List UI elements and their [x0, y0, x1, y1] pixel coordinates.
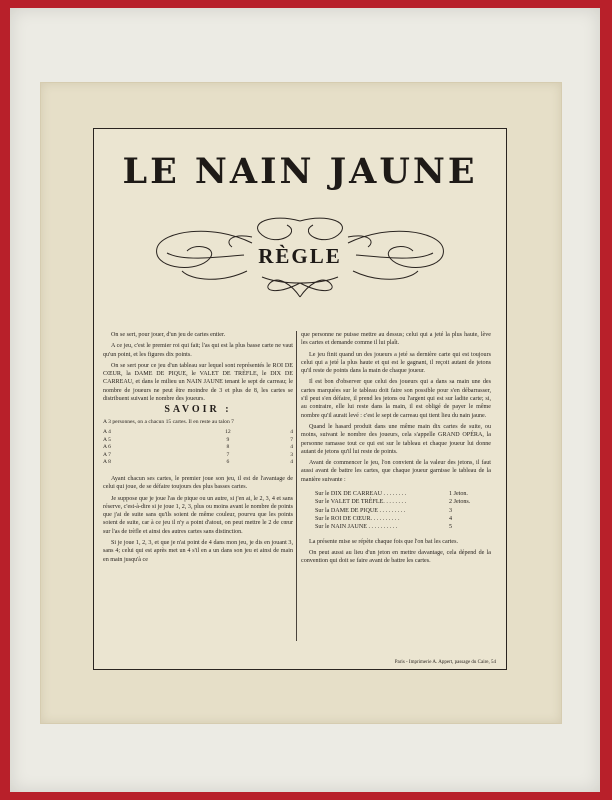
paragraph: On peut aussi au lieu d'un jeton en mettre davantage, cela dépend de la convention qui doit se faire avant de battre les cartes.: [301, 549, 491, 565]
list-item: [315, 498, 491, 506]
bet-value: 1 Jeton.: [449, 491, 468, 498]
page-subtitle: RÈGLE: [258, 244, 342, 268]
paragraph: Il est bon d'observer que celui des joueurs qui a dans sa main une des cartes marquées sur le tableau doit faire son possible pour s'en débarrasser, s'il peut s'en défaire, il prend les jetons ou l'argent qui est sur ladite carte; si, au contraire, elle lui reste dans la main, il est obligé de payer le même nombre qu'il aurait levé : c'est le sept de carreau qui tient lieu du nain jaune.: [301, 379, 491, 419]
table-cell: 4: [290, 459, 293, 466]
table-cell: A 8: [103, 459, 111, 466]
bet-value: 5: [449, 524, 453, 531]
bet-label: Sur le VALET DE TRÈFLE. . . . . . . .: [315, 499, 407, 506]
list-item: [315, 490, 491, 498]
paragraph: que personne ne puisse mettre au dessus; celui qui a jeté la plus haute, lève les cartes et demande comme il lui plaît.: [301, 332, 491, 347]
paragraph: Quand le hasard produit dans une même main dix cartes de suite, ou moins, suivant le nombre des joueurs, cela s'appelle GRAND OPÉRA, la personne ramasse tout ce qui est sur le tableau et chaque joueur lui donne autant de jetons qu'il lui reste de points.: [301, 423, 491, 455]
table-row: [103, 444, 293, 452]
table-row: [103, 437, 293, 445]
table-cell: 7: [226, 451, 230, 458]
table-row: [103, 459, 293, 467]
bets-list: [315, 490, 491, 531]
bet-label: Sur la DAME DE PIQUE . . . . . . . . .: [315, 507, 406, 514]
table-cell: A 7: [103, 451, 111, 458]
left-column: [103, 331, 293, 567]
paragraph: On se sert, pour jouer, d'un jeu de cartes entier.: [111, 332, 226, 338]
paragraph: Je suppose que je joue l'as de pique ou un autre, si j'en ai, le 2, 3, 4 et sans réserve, c'est-à-dire si je joue 1, 2, 3, plus ou moins avant le nombre de points que j'ai de suite sans qu'ils soient de même couleur, pourvu que les points soient de suite, car à ce jeu il n'y a point d'atout, on peut mettre le 2 de cœur sur l'as de trèfle et ainsi des autres cartes sans distinction.: [103, 495, 293, 535]
savoir-heading: SAVOIR :: [164, 404, 232, 416]
page-title: LE NAIN JAUNE: [122, 151, 478, 192]
table-cell: 7: [290, 436, 293, 443]
table-cell: 4: [290, 428, 293, 435]
paragraph: Le jeu finit quand un des joueurs a jeté sa dernière carte qui est toujours celui qui a jeté la plus haute et qui est le gagnant, il reçoit autant de jetons qu'il reste de points dans la main de chaque joueur.: [301, 351, 491, 375]
bet-value: 3: [449, 507, 453, 514]
list-item: [315, 507, 491, 515]
table-cell: A 5: [103, 436, 111, 443]
table-cell: 9: [226, 436, 230, 443]
table-cell: 4: [290, 444, 293, 451]
distribution-table-header: A 3 personnes, on a chacun 15 cartes. Il en reste au talon 7: [103, 418, 234, 425]
bet-value: 2 Jetons.: [449, 499, 471, 506]
bet-label: Sur le DIX DE CARREAU . . . . . . . .: [315, 491, 407, 498]
printer-footer: Paris - Imprimerie A. Appert, passage du Caire, 54: [394, 660, 496, 665]
rules-frame: [93, 128, 507, 670]
bet-value: 4: [449, 515, 453, 522]
right-column: [301, 331, 491, 568]
paragraph: On se sert pour ce jeu d'un tableau sur lequel sont représentés le ROI DE CŒUR, la DAME DE PIQUE, le VALET DE TRÈFLE, le DIX DE CARREAU, et dans le milieu un NAIN JAUNE tenant le sept de carreau; le nombre de joueurs ne peut être moindre de 3 et plus de 8, les cartes se distribuent suivant le nombre des joueurs.: [103, 362, 293, 403]
paragraph: La présente mise se répète chaque fois que l'on bat les cartes.: [309, 538, 458, 545]
table-cell: 12: [225, 428, 231, 435]
paragraph: Ayant chacun ses cartes, le premier joue son jeu, il est de l'avantage de celui qui joue, de se défaire toujours des plus basses cartes.: [103, 475, 293, 491]
paragraph: Si je joue 1, 2, 3, et que je n'ai point de 4 dans mon jeu, je dis en jouant 3, sans 4; celui qui est après met un 4 s'il en a un dans son jeu et ainsi de main en main jusqu'à ce: [103, 540, 293, 563]
table-cell: 3: [290, 451, 293, 458]
table-row: [103, 429, 293, 437]
paragraph: A ce jeu, c'est le premier roi qui fait; l'as qui est la plus basse carte ne vaut qu'un point, et les figures dix points.: [103, 343, 293, 358]
bet-label: Sur le ROI DE CŒUR. . . . . . . . . .: [315, 515, 400, 522]
list-item: [315, 523, 491, 531]
table-cell: A 6: [103, 444, 111, 451]
distribution-table: [103, 429, 293, 467]
bet-label: Sur le NAIN JAUNE . . . . . . . . . .: [315, 524, 398, 531]
table-cell: 6: [226, 459, 230, 466]
table-cell: A 4: [103, 428, 111, 435]
table-cell: 8: [226, 444, 230, 451]
column-divider: [296, 331, 297, 641]
table-row: [103, 452, 293, 460]
paragraph: Avant de commencer le jeu, l'on convient de la valeur des jetons, il faut aussi avant de battre les cartes, que chaque joueur garnisse le tableau de la manière suivante :: [301, 460, 491, 483]
list-item: [315, 515, 491, 523]
